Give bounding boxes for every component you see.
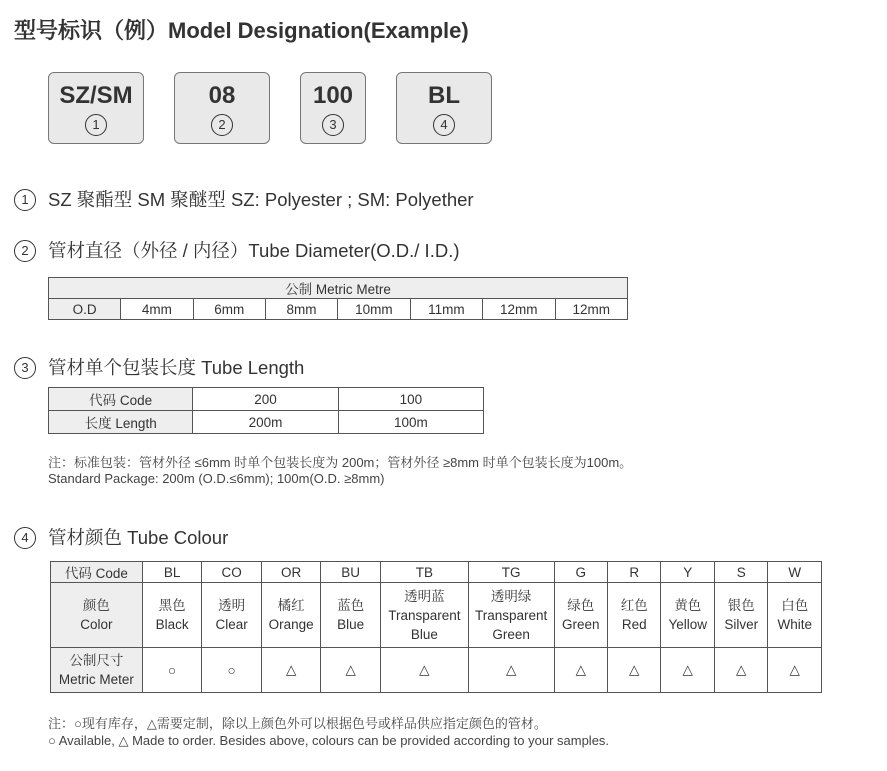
section-heading-diameter xyxy=(14,237,460,263)
code-box-colour xyxy=(396,72,492,144)
code-box-number: 4 xyxy=(433,114,455,136)
code-box-number: 1 xyxy=(85,114,107,136)
colour-name-cn: 银色 xyxy=(727,598,755,613)
colour-code-cell: Y xyxy=(661,562,714,583)
colour-name-cn: 黑色 xyxy=(158,598,186,613)
colour-note-cn: 注：○现有库存，△需要定制，除以上颜色外可以根据色号或样品供应指定颜色的管材。 xyxy=(48,716,547,731)
availability-cell: △ xyxy=(380,648,468,693)
colour-name-cn: 透明蓝 xyxy=(404,588,445,604)
colour-label-cn: 颜色 xyxy=(82,598,110,613)
colour-code-cell: OR xyxy=(261,562,321,583)
diameter-table xyxy=(48,277,628,320)
colour-name-en: Red xyxy=(621,617,647,632)
colour-table xyxy=(50,561,822,693)
availability-cell: △ xyxy=(554,648,607,693)
colour-name-cell xyxy=(714,583,767,648)
colour-name-cell xyxy=(661,583,714,648)
diameter-cell: 6mm xyxy=(193,299,265,320)
colour-name-cn: 橘红 xyxy=(277,598,305,613)
colour-name-cell xyxy=(202,583,262,648)
colour-name-cn: 黄色 xyxy=(674,598,702,613)
diameter-cell: O.D xyxy=(49,299,121,320)
section-heading-type xyxy=(14,186,474,212)
section-number: 4 xyxy=(14,527,36,549)
code-box-number: 2 xyxy=(211,114,233,136)
code-box-diameter xyxy=(174,72,270,144)
diameter-cell: 12mm xyxy=(555,299,628,320)
section-text: 管材单个包装长度 Tube Length xyxy=(48,357,305,378)
colour-code-cell: W xyxy=(768,562,822,583)
diameter-table-header: 公制 Metric Metre xyxy=(49,278,628,299)
colour-name-cell xyxy=(380,583,468,648)
availability-cell: △ xyxy=(714,648,767,693)
colour-name-en: Silver xyxy=(724,617,759,632)
section-text: 管材直径（外径 / 内径）Tube Diameter(O.D./ I.D.) xyxy=(48,240,460,261)
section-heading-colour xyxy=(14,524,228,550)
colour-name-cell xyxy=(321,583,381,648)
colour-name-cell xyxy=(261,583,321,648)
code-box-number: 3 xyxy=(322,114,344,136)
diameter-cell: 10mm xyxy=(338,299,410,320)
colour-code-label: 代码 Code xyxy=(51,562,143,583)
colour-name-en: Transparent Green xyxy=(474,607,548,642)
colour-name-cell xyxy=(554,583,607,648)
length-note-en: Standard Package: 200m (O.D.≤6mm); 100m(O.D. ≥8mm) xyxy=(48,471,385,486)
colour-code-cell: CO xyxy=(202,562,262,583)
code-box-length xyxy=(300,72,366,144)
diameter-cell: 12mm xyxy=(483,299,555,320)
colour-name-en: Yellow xyxy=(668,617,707,632)
colour-name-en: Blue xyxy=(337,617,365,632)
code-box-series xyxy=(48,72,144,144)
colour-name-cn: 透明绿 xyxy=(490,588,532,604)
colour-code-cell: BL xyxy=(142,562,202,583)
colour-name-cn: 蓝色 xyxy=(337,598,365,613)
colour-code-cell: BU xyxy=(321,562,381,583)
colour-name-cell xyxy=(468,583,554,648)
colour-name-cn: 白色 xyxy=(781,598,809,613)
colour-code-cell: TG xyxy=(468,562,554,583)
length-row-label: 代码 Code xyxy=(49,388,193,411)
diameter-cell: 11mm xyxy=(410,299,482,320)
section-number: 1 xyxy=(14,189,36,211)
colour-code-cell: S xyxy=(714,562,767,583)
colour-name-en: White xyxy=(777,617,812,632)
code-box-label: 08 xyxy=(208,82,236,109)
colour-code-cell: R xyxy=(608,562,661,583)
availability-cell: △ xyxy=(261,648,321,693)
colour-name-cell xyxy=(142,583,202,648)
length-cell: 100 xyxy=(338,388,483,411)
metric-label xyxy=(51,648,143,693)
availability-cell: △ xyxy=(321,648,381,693)
metric-label-en: Metric Meter xyxy=(58,672,134,687)
availability-cell: △ xyxy=(768,648,822,693)
availability-cell: △ xyxy=(468,648,554,693)
colour-name-label xyxy=(51,583,143,648)
length-cell: 100m xyxy=(338,411,483,434)
page-title: 型号标识（例）Model Designation(Example) xyxy=(14,18,469,43)
colour-code-cell: G xyxy=(554,562,607,583)
length-cell: 200 xyxy=(193,388,338,411)
colour-note-en: ○ Available, △ Made to order. Besides above, colours can be provided according to your samples. xyxy=(48,733,610,748)
colour-name-cell xyxy=(608,583,661,648)
section-number: 2 xyxy=(14,240,36,262)
colour-name-en: Transparent Blue xyxy=(388,607,461,642)
colour-name-cn: 红色 xyxy=(620,598,648,613)
availability-cell: ○ xyxy=(142,648,202,693)
availability-cell: ○ xyxy=(202,648,262,693)
colour-name-en: Green xyxy=(561,617,600,632)
metric-label-cn: 公制尺寸 xyxy=(69,653,124,668)
availability-cell: △ xyxy=(608,648,661,693)
colour-name-cell xyxy=(768,583,822,648)
section-number: 3 xyxy=(14,357,36,379)
length-note-cn: 注：标准包装：管材外径 ≤6mm 时单个包装长度为 200m；管材外径 ≥8mm 时单个包装长度为100m。 xyxy=(48,455,633,470)
colour-code-cell: TB xyxy=(380,562,468,583)
section-text: 管材颜色 Tube Colour xyxy=(48,527,229,548)
colour-name-en: Black xyxy=(155,617,189,632)
code-box-label: 100 xyxy=(312,82,354,109)
colour-name-en: Clear xyxy=(215,617,248,632)
length-row-label: 长度 Length xyxy=(49,411,193,434)
colour-name-cn: 透明 xyxy=(218,598,246,613)
availability-cell: △ xyxy=(661,648,714,693)
length-table xyxy=(48,387,484,434)
colour-label-en: Color xyxy=(80,617,113,632)
length-cell: 200m xyxy=(193,411,338,434)
colour-name-en: Orange xyxy=(268,617,314,632)
diameter-cell: 4mm xyxy=(121,299,193,320)
section-heading-length xyxy=(14,354,304,380)
code-box-label: SZ/SM xyxy=(59,82,133,109)
code-box-label: BL xyxy=(428,82,460,109)
colour-name-cn: 绿色 xyxy=(567,598,595,613)
section-text: SZ 聚酯型 SM 聚醚型 SZ: Polyester ; SM: Polyether xyxy=(48,189,474,210)
diameter-cell: 8mm xyxy=(265,299,337,320)
